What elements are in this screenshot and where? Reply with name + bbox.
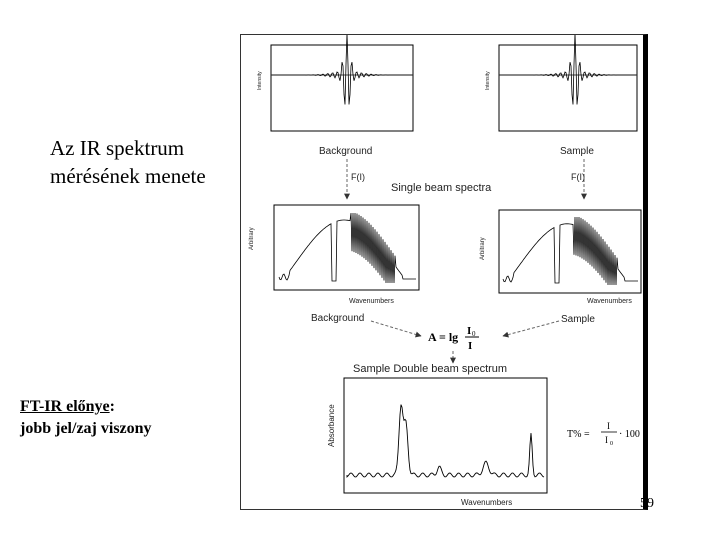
single-beam-xlabel: Wavenumbers (587, 298, 632, 305)
single-beam-label: Single beam spectra (391, 182, 492, 194)
page-number: 59 (640, 496, 654, 511)
double-beam-label: Sample Double beam spectrum (353, 363, 508, 375)
single-beam-sample (480, 210, 641, 305)
interferogram-ylabel: Intensity (257, 71, 263, 90)
single-beam-background (249, 205, 419, 305)
transmittance-times: · 100 (619, 429, 640, 440)
slide-title-line2: mérésének menete (50, 164, 206, 188)
absorbance-formula (428, 325, 479, 352)
single-beam-ylabel: Arbitrary (480, 237, 486, 260)
double-beam-ylabel: Absorbance (327, 404, 336, 447)
transmittance-formula (567, 421, 640, 447)
double-beam-xlabel: Wavenumbers (461, 498, 513, 507)
interferogram-ylabel: Intensity (485, 71, 491, 90)
ftir-process-figure (240, 34, 648, 510)
interferogram-background (257, 35, 413, 131)
formula-i0: I (467, 325, 472, 337)
advantage-heading: FT-IR előnye (20, 398, 110, 415)
label-sample-top: Sample (560, 146, 594, 157)
formula-i0-sub: 0 (472, 330, 476, 338)
formula-i: I (468, 340, 473, 352)
transmittance-den: I (605, 435, 608, 445)
interferogram-sample (485, 35, 637, 131)
fourier-label-right: F(I) (571, 172, 585, 182)
label-background-top: Background (319, 146, 373, 157)
single-beam-ylabel: Arbitrary (249, 227, 255, 250)
advantage-text: jobb jel/zaj viszony (20, 420, 152, 437)
advantage-block (20, 396, 152, 440)
advantage-colon: : (109, 398, 115, 415)
double-beam-spectrum (327, 378, 547, 507)
ftir-diagram-svg (241, 35, 644, 511)
transmittance-lhs: T% = (567, 429, 590, 440)
formula-a: A = lg (428, 330, 459, 344)
single-beam-xlabel: Wavenumbers (349, 298, 394, 305)
fourier-label-left: F(I) (351, 172, 365, 182)
slide-title-line1: Az IR spektrum (50, 136, 185, 160)
label-sample-mid: Sample (561, 314, 595, 325)
transmittance-num: I (607, 421, 610, 431)
label-background-mid: Background (311, 313, 365, 324)
transmittance-den-sub: 0 (610, 441, 613, 447)
slide-title (50, 134, 206, 190)
